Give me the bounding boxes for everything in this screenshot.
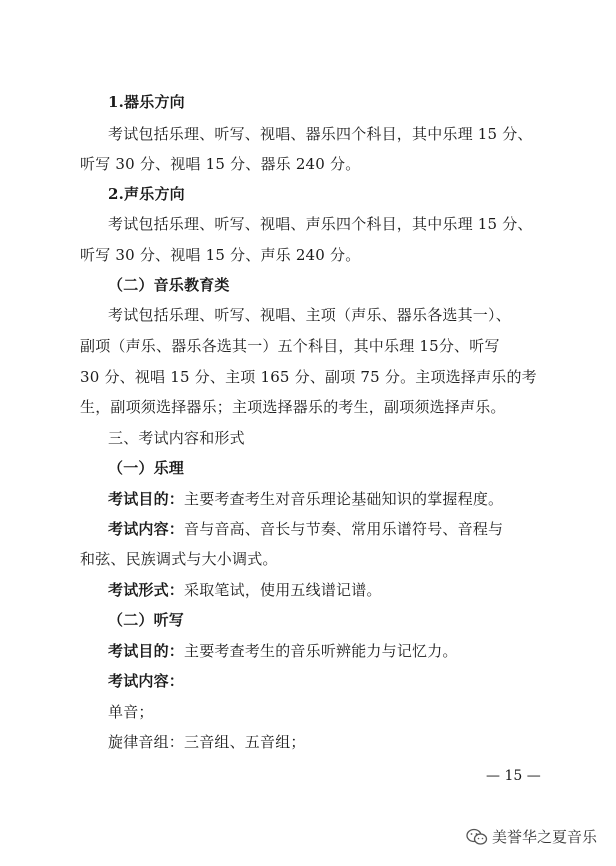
heading-vocal: 2.声乐方向 [108,185,185,203]
paragraph-line: 考试包括乐理、听写、视唱、器乐四个科目，其中乐理 15 分、 [108,125,533,143]
wechat-icon [466,828,488,846]
paragraph-line [108,671,616,691]
heading-music-theory: （一）乐理 [108,459,185,477]
paragraph-line [108,519,616,539]
field-text: 采取笔试，使用五线谱记谱。 [184,581,382,599]
paragraph-line: 旋律音组：三音组、五音组； [108,733,306,751]
heading-music-education: （二）音乐教育类 [108,276,230,294]
heading-dictation: （二）听写 [108,611,185,629]
paragraph-line: 单音； [108,703,154,721]
field-label: 考试目的： [108,490,185,508]
field-text: 主要考查考生的音乐听辨能力与记忆力。 [184,642,458,660]
heading-exam-content: 三、考试内容和形式 [108,429,245,447]
field-text: 音与音高、音长与节奏、常用乐谱符号、音程与 [184,520,504,538]
field-label: 考试形式： [108,581,185,599]
paragraph-line: 考试包括乐理、听写、视唱、主项（声乐、器乐各选其一）、 [108,306,511,324]
paragraph-line: 30 分、视唱 15 分、主项 165 分、副项 75 分。主项选择声乐的考 [80,368,537,386]
paragraph-line: 生，副项须选择器乐；主项选择器乐的考生，副项须选择声乐。 [80,398,506,416]
heading-instrumental: 1.器乐方向 [108,93,185,111]
paragraph-line: 听写 30 分、视唱 15 分、器乐 240 分。 [80,155,361,173]
paragraph-line [108,580,616,600]
paragraph-line: 和弦、民族调式与大小调式。 [80,550,278,568]
paragraph-line [108,489,616,509]
watermark [466,826,597,847]
field-text: 主要考查考生对音乐理论基础知识的掌握程度。 [184,490,504,508]
field-label: 考试目的： [108,642,185,660]
field-label: 考试内容： [108,520,185,538]
page-number: — 15 — [486,768,541,784]
paragraph-line: 听写 30 分、视唱 15 分、声乐 240 分。 [80,246,361,264]
paragraph-line: 考试包括乐理、听写、视唱、声乐四个科目，其中乐理 15 分、 [108,215,533,233]
field-label: 考试内容： [108,672,185,690]
paragraph-line: 副项（声乐、器乐各选其一）五个科目，其中乐理 15分、听写 [80,337,500,355]
paragraph-line [108,641,616,661]
watermark-text: 美誉华之夏音乐 [492,828,598,846]
